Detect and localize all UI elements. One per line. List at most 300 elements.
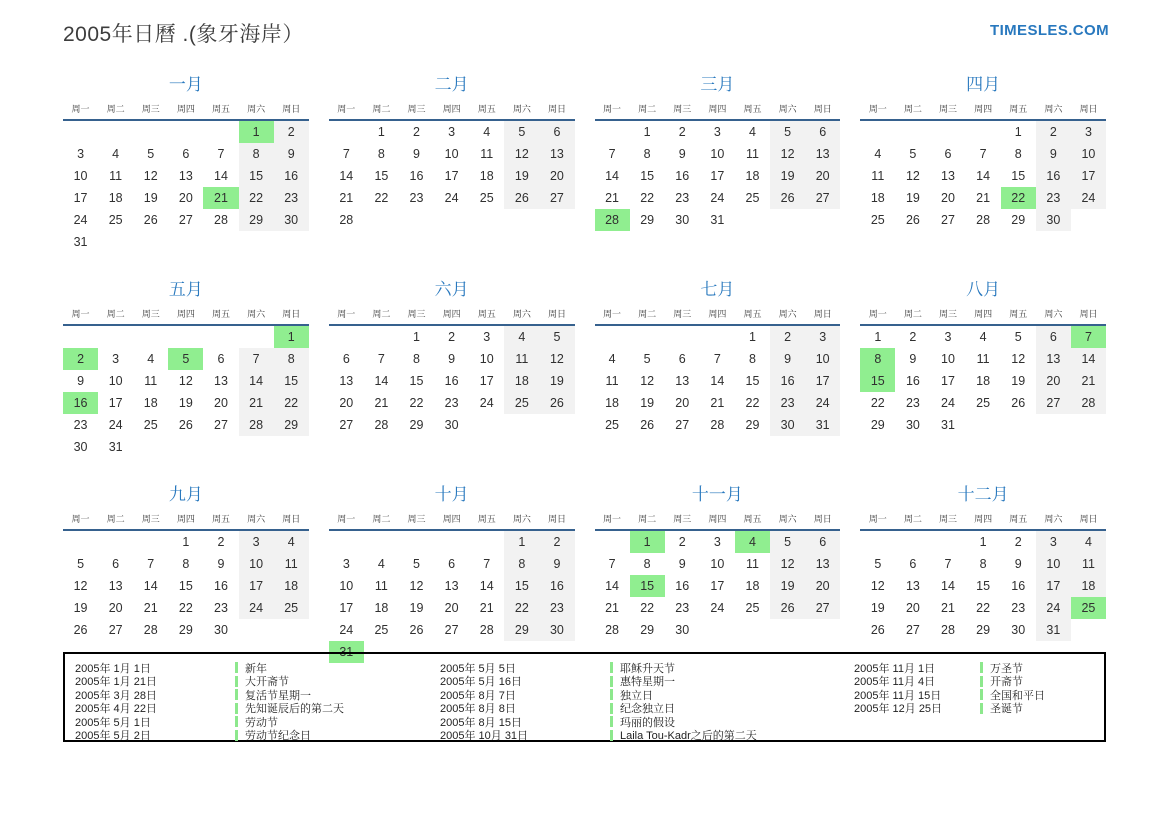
day-cell: 17 bbox=[239, 575, 274, 597]
day-cell: 16 bbox=[214, 579, 228, 593]
empty-day-cell bbox=[1071, 414, 1106, 436]
empty-day-cell bbox=[630, 326, 665, 348]
day-cell: 1 bbox=[504, 531, 539, 553]
day-cell: 27 bbox=[1036, 392, 1071, 414]
day-cell: 9 bbox=[539, 553, 574, 575]
weekday-header: 周三 bbox=[665, 307, 700, 326]
day-cell: 29 bbox=[178, 623, 193, 637]
day-cell: 18 bbox=[976, 374, 991, 388]
weekday-header: 周五 bbox=[469, 307, 504, 326]
weekday-header: 周五 bbox=[735, 512, 770, 531]
day-cell: 13 bbox=[178, 169, 193, 183]
day-cell: 3 bbox=[342, 557, 350, 571]
day-cell: 12 bbox=[73, 579, 88, 593]
day-cell: 27 bbox=[805, 597, 840, 619]
month-block-5 bbox=[63, 275, 309, 458]
day-cell: 29 bbox=[1011, 213, 1026, 227]
empty-day-cell bbox=[63, 121, 98, 143]
weekday-header: 周日 bbox=[1071, 512, 1106, 531]
day-cell: 31 bbox=[710, 213, 725, 227]
holiday-marker-icon bbox=[980, 689, 983, 700]
day-cell: 5 bbox=[413, 557, 420, 571]
day-cell: 23 bbox=[214, 601, 228, 615]
day-cell: 12 bbox=[143, 169, 158, 183]
empty-day-cell bbox=[1001, 414, 1036, 436]
day-cell: 5 bbox=[77, 557, 85, 571]
day-cell: 19 bbox=[905, 191, 920, 205]
empty-day-cell bbox=[469, 414, 504, 436]
empty-day-cell bbox=[98, 326, 133, 348]
day-cell: 6 bbox=[112, 557, 120, 571]
day-cell: 3 bbox=[483, 330, 491, 344]
weekday-header: 周日 bbox=[805, 102, 840, 121]
day-cell: 20 bbox=[941, 191, 955, 205]
day-cell: 9 bbox=[1036, 143, 1071, 165]
day-cell: 16 bbox=[1011, 579, 1026, 593]
weekday-header: 周四 bbox=[168, 102, 203, 121]
empty-day-cell bbox=[539, 414, 574, 436]
day-cell: 9 bbox=[678, 147, 686, 161]
day-cell: 8 bbox=[643, 147, 651, 161]
day-cell: 19 bbox=[640, 396, 655, 410]
month-title: 三月 bbox=[700, 75, 735, 94]
day-cell: 19 bbox=[770, 575, 805, 597]
day-cell: 7 bbox=[377, 352, 385, 366]
legend-holiday-label: 新年 bbox=[245, 662, 267, 675]
day-cell: 13 bbox=[805, 553, 840, 575]
weekday-header: 周三 bbox=[399, 307, 434, 326]
weekday-header: 周五 bbox=[203, 307, 238, 326]
month-title: 八月 bbox=[966, 280, 1001, 299]
day-cell: 18 bbox=[1071, 575, 1106, 597]
day-cell: 27 bbox=[539, 187, 574, 209]
day-cell: 14 bbox=[976, 169, 991, 183]
day-cell: 30 bbox=[770, 414, 805, 436]
month-table bbox=[63, 102, 309, 253]
day-cell: 18 bbox=[274, 575, 309, 597]
day-cell: 12 bbox=[409, 579, 424, 593]
month-block-12 bbox=[860, 480, 1106, 663]
day-cell: 26 bbox=[770, 187, 805, 209]
empty-day-cell bbox=[399, 209, 434, 231]
day-cell: 14 bbox=[710, 374, 725, 388]
legend-date: 2005年 1月 1日 bbox=[75, 662, 151, 675]
weekday-header: 周五 bbox=[203, 512, 238, 531]
holiday-day-cell: 1 bbox=[630, 531, 665, 553]
day-cell: 19 bbox=[504, 165, 539, 187]
day-cell: 2 bbox=[1036, 121, 1071, 143]
day-cell: 21 bbox=[479, 601, 494, 615]
timesles-logo[interactable]: TIMESLES.COM bbox=[990, 22, 1109, 39]
day-cell: 5 bbox=[539, 326, 574, 348]
day-cell: 23 bbox=[274, 187, 309, 209]
weekday-header: 周一 bbox=[860, 102, 895, 121]
day-cell: 22 bbox=[504, 597, 539, 619]
holiday-day-cell: 15 bbox=[860, 370, 895, 392]
empty-day-cell bbox=[805, 619, 840, 641]
legend-holiday-name bbox=[610, 727, 757, 743]
day-cell: 18 bbox=[143, 396, 158, 410]
day-cell: 30 bbox=[73, 440, 88, 454]
day-cell: 14 bbox=[239, 370, 274, 392]
day-cell: 6 bbox=[909, 557, 917, 571]
day-cell: 26 bbox=[770, 597, 805, 619]
day-cell: 1 bbox=[413, 330, 420, 344]
day-cell: 17 bbox=[1036, 575, 1071, 597]
day-cell: 30 bbox=[675, 623, 690, 637]
holiday-day-cell: 15 bbox=[630, 575, 665, 597]
weekday-header: 周日 bbox=[539, 307, 574, 326]
day-cell: 28 bbox=[339, 213, 354, 227]
day-cell: 28 bbox=[941, 623, 955, 637]
day-cell: 30 bbox=[1036, 209, 1071, 231]
day-cell: 19 bbox=[770, 165, 805, 187]
day-cell: 29 bbox=[870, 418, 885, 432]
day-cell: 18 bbox=[479, 169, 494, 183]
weekday-header: 周六 bbox=[1036, 512, 1071, 531]
day-cell: 3 bbox=[448, 125, 456, 139]
day-cell: 29 bbox=[504, 619, 539, 641]
weekday-header: 周日 bbox=[1071, 102, 1106, 121]
day-cell: 13 bbox=[444, 579, 459, 593]
legend-holiday-label: 惠特星期一 bbox=[620, 676, 675, 689]
day-cell: 23 bbox=[444, 396, 459, 410]
day-cell: 16 bbox=[444, 374, 459, 388]
day-cell: 9 bbox=[77, 374, 85, 388]
day-cell: 31 bbox=[805, 414, 840, 436]
empty-day-cell bbox=[770, 209, 805, 231]
day-cell: 13 bbox=[941, 169, 955, 183]
legend-group-3 bbox=[854, 661, 1104, 742]
legend-row bbox=[440, 729, 854, 743]
empty-day-cell bbox=[504, 209, 539, 231]
day-cell: 7 bbox=[608, 147, 616, 161]
empty-day-cell bbox=[1071, 619, 1106, 641]
weekday-header: 周四 bbox=[700, 307, 735, 326]
day-cell: 17 bbox=[108, 396, 123, 410]
day-cell: 28 bbox=[710, 418, 725, 432]
day-cell: 28 bbox=[374, 418, 389, 432]
holiday-marker-icon bbox=[235, 716, 238, 727]
day-cell: 18 bbox=[374, 601, 389, 615]
day-cell: 11 bbox=[480, 147, 494, 161]
day-cell: 16 bbox=[905, 374, 920, 388]
day-cell: 26 bbox=[409, 623, 424, 637]
day-cell: 24 bbox=[479, 396, 494, 410]
day-cell: 10 bbox=[444, 147, 459, 161]
page-title: 2005年日曆 .(象牙海岸） bbox=[63, 23, 304, 46]
day-cell: 18 bbox=[745, 169, 760, 183]
day-cell: 26 bbox=[73, 623, 88, 637]
weekday-header: 周三 bbox=[930, 102, 965, 121]
day-cell: 30 bbox=[539, 619, 574, 641]
day-cell: 8 bbox=[749, 352, 756, 366]
day-cell: 7 bbox=[713, 352, 721, 366]
day-cell: 31 bbox=[73, 235, 88, 249]
day-cell: 25 bbox=[274, 597, 309, 619]
holiday-legend-box bbox=[63, 652, 1106, 742]
day-cell: 5 bbox=[909, 147, 917, 161]
day-cell: 4 bbox=[874, 147, 882, 161]
day-cell: 18 bbox=[870, 191, 885, 205]
empty-day-cell bbox=[203, 326, 238, 348]
day-cell: 30 bbox=[444, 418, 459, 432]
legend-group-1 bbox=[75, 661, 440, 742]
day-cell: 10 bbox=[73, 169, 88, 183]
day-cell: 1 bbox=[182, 535, 190, 549]
day-cell: 26 bbox=[178, 418, 193, 432]
day-cell: 14 bbox=[479, 579, 494, 593]
legend-date: 2005年 3月 28日 bbox=[75, 689, 157, 702]
day-cell: 25 bbox=[504, 392, 539, 414]
holiday-marker-icon bbox=[610, 730, 613, 741]
day-cell: 27 bbox=[339, 418, 354, 432]
day-cell: 3 bbox=[713, 535, 721, 549]
day-cell: 12 bbox=[770, 553, 805, 575]
day-cell: 12 bbox=[178, 374, 193, 388]
day-cell: 9 bbox=[413, 147, 420, 161]
day-cell: 4 bbox=[1071, 531, 1106, 553]
weekday-header: 周二 bbox=[98, 307, 133, 326]
day-cell: 13 bbox=[1036, 348, 1071, 370]
day-cell: 27 bbox=[675, 418, 690, 432]
empty-day-cell bbox=[895, 531, 930, 553]
weekday-header: 周四 bbox=[966, 512, 1001, 531]
legend-date: 2005年 5月 1日 bbox=[75, 716, 151, 729]
empty-day-cell bbox=[469, 531, 504, 553]
month-title: 十二月 bbox=[957, 485, 1009, 504]
day-cell: 28 bbox=[479, 623, 494, 637]
day-cell: 8 bbox=[504, 553, 539, 575]
empty-day-cell bbox=[735, 209, 770, 231]
day-cell: 7 bbox=[342, 147, 350, 161]
weekday-header: 周一 bbox=[860, 307, 895, 326]
empty-day-cell bbox=[329, 121, 364, 143]
weekday-header: 周五 bbox=[469, 512, 504, 531]
empty-day-cell bbox=[168, 436, 203, 458]
day-cell: 24 bbox=[710, 191, 725, 205]
day-cell: 16 bbox=[409, 169, 424, 183]
holiday-day-cell: 21 bbox=[203, 187, 238, 209]
legend-holiday-label: Laila Tou-Kadr之后的第二天 bbox=[620, 730, 757, 743]
empty-day-cell bbox=[966, 121, 1001, 143]
holiday-day-cell: 4 bbox=[735, 531, 770, 553]
day-cell: 2 bbox=[217, 535, 225, 549]
day-cell: 8 bbox=[377, 147, 385, 161]
day-cell: 22 bbox=[274, 392, 309, 414]
day-cell: 21 bbox=[339, 191, 354, 205]
day-cell: 17 bbox=[479, 374, 494, 388]
day-cell: 15 bbox=[976, 579, 991, 593]
empty-day-cell bbox=[364, 209, 399, 231]
weekday-header: 周三 bbox=[665, 512, 700, 531]
legend-date: 2005年 4月 22日 bbox=[75, 703, 157, 716]
holiday-day-cell: 1 bbox=[274, 326, 309, 348]
day-cell: 26 bbox=[143, 213, 158, 227]
day-cell: 12 bbox=[905, 169, 920, 183]
month-table bbox=[595, 307, 841, 436]
month-table bbox=[63, 307, 309, 458]
day-cell: 20 bbox=[339, 396, 354, 410]
holiday-day-cell: 5 bbox=[168, 348, 203, 370]
day-cell: 28 bbox=[239, 414, 274, 436]
day-cell: 27 bbox=[444, 623, 459, 637]
weekday-header: 周四 bbox=[434, 102, 469, 121]
month-block-4 bbox=[860, 70, 1106, 253]
day-cell: 10 bbox=[479, 352, 494, 366]
day-cell: 12 bbox=[640, 374, 655, 388]
holiday-marker-icon bbox=[235, 676, 238, 687]
weekday-header: 周三 bbox=[399, 102, 434, 121]
holiday-day-cell: 31 bbox=[329, 641, 364, 663]
legend-date: 2005年 11月 1日 bbox=[854, 662, 936, 675]
month-title: 七月 bbox=[700, 280, 735, 299]
weekday-header: 周六 bbox=[239, 307, 274, 326]
day-cell: 23 bbox=[73, 418, 88, 432]
holiday-day-cell: 7 bbox=[1071, 326, 1106, 348]
month-table bbox=[329, 512, 575, 663]
day-cell: 15 bbox=[640, 169, 655, 183]
empty-day-cell bbox=[539, 209, 574, 231]
day-cell: 29 bbox=[640, 623, 655, 637]
day-cell: 2 bbox=[539, 531, 574, 553]
legend-holiday-label: 独立日 bbox=[620, 689, 653, 702]
empty-day-cell bbox=[434, 209, 469, 231]
weekday-header: 周日 bbox=[805, 307, 840, 326]
weekday-header: 周二 bbox=[630, 307, 665, 326]
day-cell: 9 bbox=[217, 557, 225, 571]
weekday-header: 周五 bbox=[1001, 512, 1036, 531]
day-cell: 3 bbox=[112, 352, 120, 366]
legend-holiday-label: 万圣节 bbox=[990, 662, 1023, 675]
legend-holiday-label: 大开斋节 bbox=[245, 676, 289, 689]
weekday-header: 周四 bbox=[168, 307, 203, 326]
day-cell: 18 bbox=[108, 191, 123, 205]
legend-holiday-label: 耶稣升天节 bbox=[620, 662, 675, 675]
holiday-marker-icon bbox=[235, 689, 238, 700]
day-cell: 5 bbox=[504, 121, 539, 143]
weekday-header: 周一 bbox=[329, 512, 364, 531]
legend-holiday-label: 玛丽的假设 bbox=[620, 716, 675, 729]
weekday-header: 周六 bbox=[1036, 102, 1071, 121]
day-cell: 13 bbox=[539, 143, 574, 165]
day-cell: 19 bbox=[73, 601, 88, 615]
holiday-marker-icon bbox=[610, 716, 613, 727]
weekday-header: 周六 bbox=[239, 512, 274, 531]
weekday-header: 周四 bbox=[168, 512, 203, 531]
weekday-header: 周三 bbox=[665, 102, 700, 121]
day-cell: 3 bbox=[1036, 531, 1071, 553]
legend-group-2 bbox=[440, 661, 854, 742]
day-cell: 7 bbox=[608, 557, 616, 571]
day-cell: 6 bbox=[539, 121, 574, 143]
day-cell: 10 bbox=[1036, 553, 1071, 575]
day-cell: 18 bbox=[745, 579, 760, 593]
month-title: 十一月 bbox=[691, 485, 743, 504]
month-block-1 bbox=[63, 70, 309, 253]
day-cell: 31 bbox=[1036, 619, 1071, 641]
holiday-marker-icon bbox=[980, 662, 983, 673]
day-cell: 24 bbox=[805, 392, 840, 414]
day-cell: 12 bbox=[770, 143, 805, 165]
day-cell: 26 bbox=[640, 418, 655, 432]
empty-day-cell bbox=[860, 531, 895, 553]
day-cell: 12 bbox=[870, 579, 885, 593]
day-cell: 23 bbox=[1036, 187, 1071, 209]
empty-day-cell bbox=[930, 121, 965, 143]
month-table bbox=[860, 102, 1106, 231]
day-cell: 7 bbox=[217, 147, 225, 161]
day-cell: 19 bbox=[409, 601, 424, 615]
day-cell: 21 bbox=[976, 191, 991, 205]
holiday-marker-icon bbox=[610, 676, 613, 687]
weekday-header: 周三 bbox=[930, 512, 965, 531]
day-cell: 25 bbox=[870, 213, 885, 227]
day-cell: 15 bbox=[409, 374, 424, 388]
day-cell: 2 bbox=[678, 535, 686, 549]
day-cell: 13 bbox=[805, 143, 840, 165]
empty-day-cell bbox=[895, 121, 930, 143]
legend-date: 2005年 1月 21日 bbox=[75, 676, 157, 689]
day-cell: 11 bbox=[745, 147, 759, 161]
day-cell: 15 bbox=[178, 579, 193, 593]
day-cell: 24 bbox=[941, 396, 955, 410]
day-cell: 16 bbox=[1036, 165, 1071, 187]
day-cell: 5 bbox=[770, 121, 805, 143]
day-cell: 22 bbox=[409, 396, 424, 410]
day-cell: 2 bbox=[1014, 535, 1022, 549]
legend-holiday-label: 劳动节纪念日 bbox=[245, 730, 311, 743]
day-cell: 25 bbox=[976, 396, 991, 410]
month-table bbox=[595, 102, 841, 231]
weekday-header: 周五 bbox=[735, 102, 770, 121]
legend-date: 2005年 8月 7日 bbox=[440, 689, 516, 702]
day-cell: 12 bbox=[504, 143, 539, 165]
weekday-header: 周五 bbox=[469, 102, 504, 121]
day-cell: 17 bbox=[444, 169, 459, 183]
day-cell: 3 bbox=[1071, 121, 1106, 143]
empty-day-cell bbox=[860, 121, 895, 143]
holiday-marker-icon bbox=[610, 662, 613, 673]
day-cell: 25 bbox=[108, 213, 123, 227]
day-cell: 29 bbox=[640, 213, 655, 227]
month-table bbox=[63, 512, 309, 641]
day-cell: 21 bbox=[1071, 370, 1106, 392]
month-table bbox=[860, 512, 1106, 641]
legend-holiday-label: 劳动节 bbox=[245, 716, 278, 729]
holiday-marker-icon bbox=[980, 703, 983, 714]
empty-day-cell bbox=[168, 326, 203, 348]
day-cell: 24 bbox=[239, 597, 274, 619]
weekday-header: 周二 bbox=[98, 102, 133, 121]
empty-day-cell bbox=[239, 619, 274, 641]
empty-day-cell bbox=[665, 326, 700, 348]
day-cell: 20 bbox=[444, 601, 459, 615]
day-cell: 4 bbox=[504, 326, 539, 348]
holiday-day-cell: 22 bbox=[1001, 187, 1036, 209]
day-cell: 1 bbox=[377, 125, 385, 139]
day-cell: 6 bbox=[678, 352, 686, 366]
day-cell: 16 bbox=[770, 370, 805, 392]
day-cell: 4 bbox=[483, 125, 491, 139]
legend-holiday-label: 纪念独立日 bbox=[620, 703, 675, 716]
legend-date: 2005年 11月 4日 bbox=[854, 676, 936, 689]
months-grid bbox=[63, 70, 1106, 663]
holiday-marker-icon bbox=[235, 703, 238, 714]
day-cell: 5 bbox=[147, 147, 155, 161]
empty-day-cell bbox=[700, 326, 735, 348]
weekday-header: 周日 bbox=[1071, 307, 1106, 326]
